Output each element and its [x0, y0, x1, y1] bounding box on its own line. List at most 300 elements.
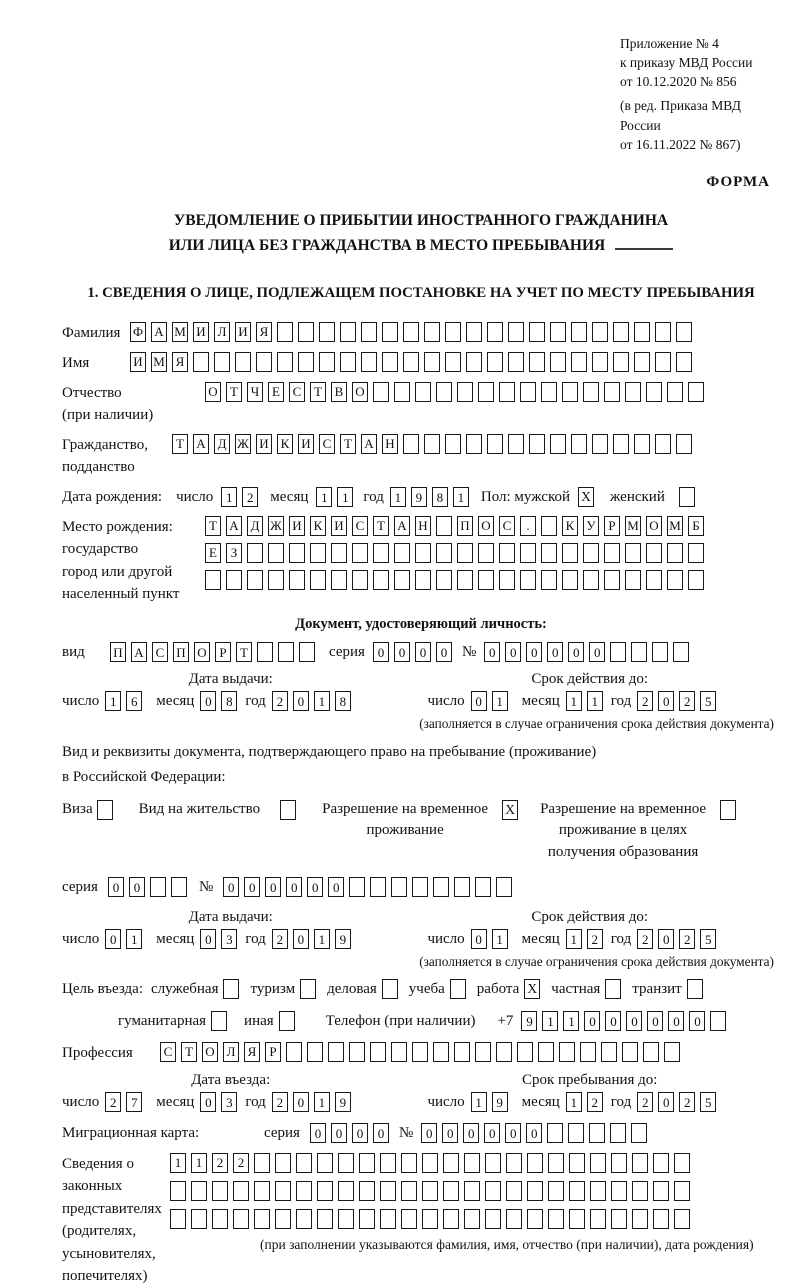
form-cell[interactable]: 1 — [492, 691, 508, 711]
form-cell[interactable]: 2 — [679, 1092, 695, 1112]
form-cell[interactable]: 0 — [568, 642, 584, 662]
form-cell[interactable]: А — [226, 516, 242, 536]
form-cell[interactable]: 1 — [471, 1092, 487, 1112]
form-cell[interactable] — [487, 352, 503, 372]
form-cell[interactable]: 0 — [293, 929, 309, 949]
form-cell[interactable] — [590, 1153, 606, 1173]
form-cell[interactable] — [550, 322, 566, 342]
form-cell[interactable]: 0 — [310, 1123, 326, 1143]
form-cell[interactable]: 0 — [200, 691, 216, 711]
form-cell[interactable]: 2 — [637, 691, 653, 711]
form-cell[interactable] — [340, 322, 356, 342]
form-cell[interactable]: М — [625, 516, 641, 536]
form-cell[interactable] — [478, 382, 494, 402]
form-cell[interactable]: 0 — [658, 929, 674, 949]
residence-checkbox[interactable] — [280, 800, 296, 820]
form-cell[interactable] — [541, 516, 557, 536]
form-cell[interactable]: 1 — [170, 1153, 186, 1173]
form-cell[interactable]: 0 — [293, 691, 309, 711]
form-cell[interactable] — [506, 1181, 522, 1201]
form-cell[interactable] — [296, 1181, 312, 1201]
form-cell[interactable]: И — [289, 516, 305, 536]
temp-residence-checkbox[interactable]: X — [502, 800, 518, 820]
form-cell[interactable] — [443, 1181, 459, 1201]
form-cell[interactable]: 0 — [626, 1011, 642, 1031]
form-cell[interactable]: 0 — [471, 691, 487, 711]
form-cell[interactable] — [590, 1209, 606, 1229]
form-cell[interactable]: С — [499, 516, 515, 536]
form-cell[interactable] — [286, 1042, 302, 1062]
form-cell[interactable] — [632, 1181, 648, 1201]
form-cell[interactable] — [610, 642, 626, 662]
form-cell[interactable] — [529, 352, 545, 372]
form-cell[interactable] — [652, 642, 668, 662]
form-cell[interactable] — [499, 543, 515, 563]
form-cell[interactable] — [457, 570, 473, 590]
form-cell[interactable] — [590, 1181, 606, 1201]
form-cell[interactable] — [310, 543, 326, 563]
form-cell[interactable] — [568, 1123, 584, 1143]
form-cell[interactable]: 0 — [584, 1011, 600, 1031]
form-cell[interactable] — [643, 1042, 659, 1062]
form-cell[interactable]: Т — [181, 1042, 197, 1062]
form-cell[interactable]: 0 — [484, 1123, 500, 1143]
form-cell[interactable] — [466, 434, 482, 454]
form-cell[interactable] — [349, 1042, 365, 1062]
form-cell[interactable] — [646, 570, 662, 590]
form-cell[interactable] — [391, 1042, 407, 1062]
form-cell[interactable] — [569, 1209, 585, 1229]
form-cell[interactable] — [170, 1209, 186, 1229]
form-cell[interactable] — [653, 1153, 669, 1173]
form-cell[interactable] — [415, 382, 431, 402]
form-cell[interactable]: Е — [205, 543, 221, 563]
form-cell[interactable]: 2 — [272, 691, 288, 711]
form-cell[interactable] — [622, 1042, 638, 1062]
form-cell[interactable]: 1 — [492, 929, 508, 949]
form-cell[interactable]: Т — [236, 642, 252, 662]
form-cell[interactable] — [541, 382, 557, 402]
form-cell[interactable] — [667, 543, 683, 563]
form-cell[interactable]: 8 — [335, 691, 351, 711]
form-cell[interactable] — [247, 543, 263, 563]
form-cell[interactable] — [547, 1123, 563, 1143]
form-cell[interactable]: 0 — [352, 1123, 368, 1143]
form-cell[interactable]: 0 — [668, 1011, 684, 1031]
form-cell[interactable]: Т — [205, 516, 221, 536]
form-cell[interactable] — [247, 570, 263, 590]
form-cell[interactable]: О — [202, 1042, 218, 1062]
form-cell[interactable] — [454, 1042, 470, 1062]
form-cell[interactable] — [478, 570, 494, 590]
form-cell[interactable]: 2 — [637, 929, 653, 949]
form-cell[interactable] — [646, 543, 662, 563]
form-cell[interactable] — [349, 877, 365, 897]
form-cell[interactable]: 0 — [265, 877, 281, 897]
form-cell[interactable]: Р — [265, 1042, 281, 1062]
form-cell[interactable] — [340, 352, 356, 372]
form-cell[interactable]: Я — [256, 322, 272, 342]
form-cell[interactable] — [583, 543, 599, 563]
form-cell[interactable] — [415, 570, 431, 590]
form-cell[interactable]: С — [160, 1042, 176, 1062]
form-cell[interactable]: Е — [268, 382, 284, 402]
form-cell[interactable] — [569, 1181, 585, 1201]
form-cell[interactable] — [499, 382, 515, 402]
form-cell[interactable]: 1 — [314, 691, 330, 711]
form-cell[interactable]: 2 — [679, 929, 695, 949]
form-cell[interactable] — [655, 434, 671, 454]
form-cell[interactable] — [436, 543, 452, 563]
form-cell[interactable] — [538, 1042, 554, 1062]
form-cell[interactable] — [653, 1209, 669, 1229]
form-cell[interactable]: 0 — [307, 877, 323, 897]
form-cell[interactable]: 0 — [244, 877, 260, 897]
form-cell[interactable]: 0 — [605, 1011, 621, 1031]
form-cell[interactable]: Н — [415, 516, 431, 536]
form-cell[interactable]: 0 — [547, 642, 563, 662]
form-cell[interactable] — [589, 1123, 605, 1143]
form-cell[interactable]: 9 — [411, 487, 427, 507]
form-cell[interactable] — [401, 1181, 417, 1201]
form-cell[interactable] — [632, 1153, 648, 1173]
form-cell[interactable]: 0 — [505, 1123, 521, 1143]
form-cell[interactable]: Ж — [235, 434, 251, 454]
form-cell[interactable] — [464, 1209, 480, 1229]
form-cell[interactable]: Ф — [130, 322, 146, 342]
female-checkbox[interactable] — [679, 487, 695, 507]
form-cell[interactable] — [475, 1042, 491, 1062]
form-cell[interactable] — [631, 1123, 647, 1143]
form-cell[interactable] — [485, 1181, 501, 1201]
form-cell[interactable] — [319, 352, 335, 372]
form-cell[interactable] — [433, 877, 449, 897]
visa-checkbox[interactable] — [97, 800, 113, 820]
form-cell[interactable] — [604, 570, 620, 590]
form-cell[interactable]: И — [193, 322, 209, 342]
form-cell[interactable] — [403, 352, 419, 372]
form-cell[interactable] — [373, 570, 389, 590]
form-cell[interactable]: 0 — [436, 642, 452, 662]
form-cell[interactable]: М — [667, 516, 683, 536]
form-cell[interactable]: А — [151, 322, 167, 342]
form-cell[interactable]: Т — [226, 382, 242, 402]
form-cell[interactable] — [170, 1181, 186, 1201]
form-cell[interactable]: Н — [382, 434, 398, 454]
form-cell[interactable] — [529, 434, 545, 454]
form-cell[interactable]: Ч — [247, 382, 263, 402]
form-cell[interactable]: Т — [310, 382, 326, 402]
form-cell[interactable] — [191, 1181, 207, 1201]
form-cell[interactable] — [205, 570, 221, 590]
form-cell[interactable] — [296, 1153, 312, 1173]
form-cell[interactable] — [317, 1209, 333, 1229]
form-cell[interactable] — [412, 1042, 428, 1062]
form-cell[interactable] — [275, 1209, 291, 1229]
form-cell[interactable] — [359, 1181, 375, 1201]
form-cell[interactable] — [257, 642, 273, 662]
form-cell[interactable] — [401, 1209, 417, 1229]
form-cell[interactable] — [517, 1042, 533, 1062]
form-cell[interactable]: О — [194, 642, 210, 662]
form-cell[interactable]: 2 — [587, 1092, 603, 1112]
male-checkbox[interactable]: X — [578, 487, 594, 507]
form-cell[interactable] — [613, 352, 629, 372]
form-cell[interactable] — [424, 434, 440, 454]
form-cell[interactable]: О — [352, 382, 368, 402]
form-cell[interactable] — [508, 434, 524, 454]
form-cell[interactable]: А — [193, 434, 209, 454]
form-cell[interactable] — [625, 382, 641, 402]
form-cell[interactable] — [583, 382, 599, 402]
form-cell[interactable] — [548, 1209, 564, 1229]
form-cell[interactable]: 0 — [484, 642, 500, 662]
form-cell[interactable]: 0 — [331, 1123, 347, 1143]
form-cell[interactable] — [443, 1153, 459, 1173]
form-cell[interactable]: 2 — [105, 1092, 121, 1112]
form-cell[interactable] — [562, 543, 578, 563]
form-cell[interactable] — [676, 322, 692, 342]
form-cell[interactable]: 0 — [471, 929, 487, 949]
form-cell[interactable] — [191, 1209, 207, 1229]
form-cell[interactable] — [676, 352, 692, 372]
form-cell[interactable] — [487, 434, 503, 454]
form-cell[interactable]: 0 — [415, 642, 431, 662]
form-cell[interactable]: 0 — [286, 877, 302, 897]
form-cell[interactable]: 0 — [373, 642, 389, 662]
form-cell[interactable] — [688, 543, 704, 563]
form-cell[interactable]: 2 — [212, 1153, 228, 1173]
form-cell[interactable]: 0 — [394, 642, 410, 662]
form-cell[interactable] — [422, 1209, 438, 1229]
form-cell[interactable] — [310, 570, 326, 590]
form-cell[interactable] — [592, 434, 608, 454]
humanitarian-checkbox[interactable] — [211, 1011, 227, 1031]
form-cell[interactable] — [631, 642, 647, 662]
form-cell[interactable] — [499, 570, 515, 590]
form-cell[interactable] — [611, 1209, 627, 1229]
form-cell[interactable]: Я — [244, 1042, 260, 1062]
form-cell[interactable]: 0 — [689, 1011, 705, 1031]
form-cell[interactable]: 5 — [700, 691, 716, 711]
form-cell[interactable] — [634, 322, 650, 342]
form-cell[interactable]: И — [130, 352, 146, 372]
form-cell[interactable] — [496, 1042, 512, 1062]
form-cell[interactable] — [235, 352, 251, 372]
form-cell[interactable] — [541, 543, 557, 563]
form-cell[interactable]: 1 — [453, 487, 469, 507]
form-cell[interactable] — [226, 570, 242, 590]
form-cell[interactable] — [328, 1042, 344, 1062]
form-cell[interactable]: 8 — [221, 691, 237, 711]
form-cell[interactable] — [625, 570, 641, 590]
form-cell[interactable]: 1 — [563, 1011, 579, 1031]
form-cell[interactable] — [520, 543, 536, 563]
form-cell[interactable]: 0 — [442, 1123, 458, 1143]
form-cell[interactable] — [391, 877, 407, 897]
form-cell[interactable]: 0 — [658, 691, 674, 711]
form-cell[interactable] — [422, 1153, 438, 1173]
tourism-checkbox[interactable] — [300, 979, 316, 999]
form-cell[interactable] — [655, 322, 671, 342]
form-cell[interactable]: 0 — [105, 929, 121, 949]
form-cell[interactable]: 9 — [335, 929, 351, 949]
form-cell[interactable] — [254, 1153, 270, 1173]
form-cell[interactable] — [674, 1181, 690, 1201]
form-cell[interactable] — [646, 382, 662, 402]
form-cell[interactable] — [688, 382, 704, 402]
form-cell[interactable] — [592, 322, 608, 342]
form-cell[interactable] — [433, 1042, 449, 1062]
form-cell[interactable] — [506, 1153, 522, 1173]
form-cell[interactable]: 2 — [587, 929, 603, 949]
private-checkbox[interactable] — [605, 979, 621, 999]
form-cell[interactable] — [331, 570, 347, 590]
form-cell[interactable] — [359, 1153, 375, 1173]
form-cell[interactable] — [562, 382, 578, 402]
form-cell[interactable]: 0 — [200, 1092, 216, 1112]
form-cell[interactable] — [611, 1153, 627, 1173]
form-cell[interactable] — [604, 543, 620, 563]
form-cell[interactable] — [254, 1209, 270, 1229]
form-cell[interactable] — [583, 570, 599, 590]
form-cell[interactable] — [445, 434, 461, 454]
form-cell[interactable] — [319, 322, 335, 342]
form-cell[interactable] — [233, 1181, 249, 1201]
form-cell[interactable] — [370, 1042, 386, 1062]
form-cell[interactable]: 2 — [679, 691, 695, 711]
form-cell[interactable] — [370, 877, 386, 897]
study-checkbox[interactable] — [450, 979, 466, 999]
edu-residence-checkbox[interactable] — [720, 800, 736, 820]
form-cell[interactable] — [275, 1153, 291, 1173]
form-cell[interactable] — [277, 352, 293, 372]
form-cell[interactable] — [268, 543, 284, 563]
form-cell[interactable]: Ж — [268, 516, 284, 536]
form-cell[interactable]: А — [131, 642, 147, 662]
form-cell[interactable]: 1 — [314, 929, 330, 949]
form-cell[interactable]: Р — [215, 642, 231, 662]
form-cell[interactable] — [613, 322, 629, 342]
form-cell[interactable] — [317, 1153, 333, 1173]
form-cell[interactable]: 0 — [463, 1123, 479, 1143]
form-cell[interactable]: 0 — [526, 642, 542, 662]
form-cell[interactable] — [445, 322, 461, 342]
form-cell[interactable]: С — [289, 382, 305, 402]
form-cell[interactable]: П — [110, 642, 126, 662]
form-cell[interactable]: 1 — [105, 691, 121, 711]
form-cell[interactable]: 0 — [223, 877, 239, 897]
form-cell[interactable] — [445, 352, 461, 372]
form-cell[interactable]: 1 — [191, 1153, 207, 1173]
form-cell[interactable]: И — [331, 516, 347, 536]
form-cell[interactable] — [610, 1123, 626, 1143]
form-cell[interactable] — [401, 1153, 417, 1173]
form-cell[interactable] — [171, 877, 187, 897]
form-cell[interactable]: Д — [247, 516, 263, 536]
form-cell[interactable] — [382, 322, 398, 342]
form-cell[interactable]: Т — [172, 434, 188, 454]
form-cell[interactable] — [380, 1153, 396, 1173]
form-cell[interactable] — [424, 322, 440, 342]
form-cell[interactable]: Я — [172, 352, 188, 372]
form-cell[interactable]: 1 — [221, 487, 237, 507]
form-cell[interactable] — [571, 322, 587, 342]
form-cell[interactable] — [710, 1011, 726, 1031]
form-cell[interactable] — [277, 322, 293, 342]
form-cell[interactable] — [361, 322, 377, 342]
form-cell[interactable] — [415, 543, 431, 563]
form-cell[interactable] — [298, 352, 314, 372]
form-cell[interactable] — [373, 543, 389, 563]
form-cell[interactable]: 1 — [566, 691, 582, 711]
form-cell[interactable] — [569, 1153, 585, 1173]
form-cell[interactable] — [667, 570, 683, 590]
form-cell[interactable]: 0 — [328, 877, 344, 897]
form-cell[interactable] — [625, 543, 641, 563]
form-cell[interactable]: 0 — [373, 1123, 389, 1143]
form-cell[interactable] — [496, 877, 512, 897]
form-cell[interactable]: 1 — [566, 1092, 582, 1112]
form-cell[interactable] — [466, 322, 482, 342]
form-cell[interactable] — [394, 543, 410, 563]
form-cell[interactable] — [380, 1209, 396, 1229]
form-cell[interactable] — [506, 1209, 522, 1229]
form-cell[interactable] — [527, 1181, 543, 1201]
form-cell[interactable]: . — [520, 516, 536, 536]
form-cell[interactable]: С — [319, 434, 335, 454]
form-cell[interactable]: 1 — [587, 691, 603, 711]
form-cell[interactable] — [352, 543, 368, 563]
form-cell[interactable] — [436, 516, 452, 536]
form-cell[interactable] — [256, 352, 272, 372]
form-cell[interactable]: О — [646, 516, 662, 536]
form-cell[interactable] — [580, 1042, 596, 1062]
form-cell[interactable]: 1 — [566, 929, 582, 949]
form-cell[interactable] — [307, 1042, 323, 1062]
form-cell[interactable] — [331, 543, 347, 563]
form-cell[interactable]: 1 — [126, 929, 142, 949]
form-cell[interactable] — [634, 434, 650, 454]
form-cell[interactable]: 0 — [108, 877, 124, 897]
form-cell[interactable] — [422, 1181, 438, 1201]
form-cell[interactable]: 0 — [129, 877, 145, 897]
form-cell[interactable] — [380, 1181, 396, 1201]
form-cell[interactable]: М — [172, 322, 188, 342]
form-cell[interactable] — [548, 1153, 564, 1173]
form-cell[interactable] — [485, 1153, 501, 1173]
form-cell[interactable] — [317, 1181, 333, 1201]
form-cell[interactable]: У — [583, 516, 599, 536]
form-cell[interactable] — [278, 642, 294, 662]
form-cell[interactable] — [436, 382, 452, 402]
form-cell[interactable] — [674, 1209, 690, 1229]
form-cell[interactable]: Т — [340, 434, 356, 454]
form-cell[interactable] — [673, 642, 689, 662]
form-cell[interactable]: А — [361, 434, 377, 454]
form-cell[interactable] — [604, 382, 620, 402]
form-cell[interactable]: 5 — [700, 929, 716, 949]
form-cell[interactable] — [571, 434, 587, 454]
form-cell[interactable]: 0 — [526, 1123, 542, 1143]
form-cell[interactable] — [214, 352, 230, 372]
form-cell[interactable]: 8 — [432, 487, 448, 507]
form-cell[interactable]: 9 — [521, 1011, 537, 1031]
form-cell[interactable] — [150, 877, 166, 897]
form-cell[interactable] — [541, 570, 557, 590]
form-cell[interactable] — [613, 434, 629, 454]
form-cell[interactable] — [655, 352, 671, 372]
